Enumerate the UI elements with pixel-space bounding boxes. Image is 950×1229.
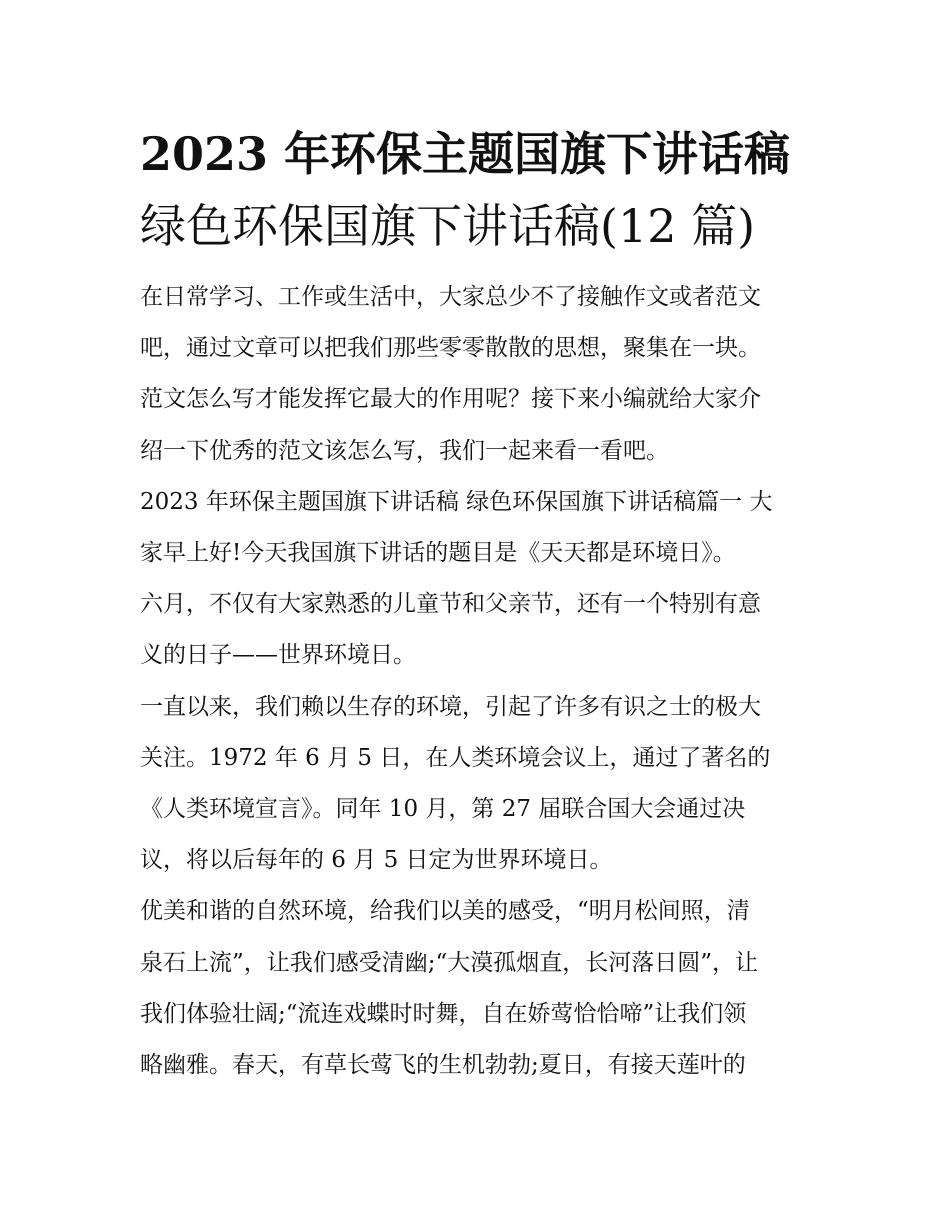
text-line: 在日常学习、工作或生活中，大家总少不了接触作文或者范文	[140, 284, 761, 310]
text-line: 吧，通过文章可以把我们那些零零散散的思想，聚集在一块。	[140, 335, 761, 362]
text-line: 我们体验壮阔;“流连戏蝶时时舞，自在娇莺恰恰啼”让我们领	[140, 1000, 747, 1027]
text-line: 泉石上流”，让我们感受清幽;“大漠孤烟直，长河落日圆”，让	[140, 949, 759, 976]
text-line: 范文怎么写才能发挥它最大的作用呢？接下来小编就给大家介	[140, 386, 761, 413]
text-line: 义的日子——世界环境日。	[140, 642, 416, 669]
document-title	[140, 118, 820, 262]
paragraph-intro	[140, 272, 820, 477]
text-line: 《人类环境宣言》。同年 10 月，第 27 届联合国大会通过决	[140, 796, 746, 823]
title-line: 2023 年环保主题国旗下讲话稿	[140, 127, 791, 181]
title-line: 绿色环保国旗下讲话稿(12 篇)	[140, 199, 756, 253]
text-line: 家早上好!今天我国旗下讲话的题目是《天天都是环境日》。	[140, 540, 736, 567]
text-line: 一直以来，我们赖以生存的环境，引起了许多有识之士的极大	[140, 693, 761, 720]
paragraph-nature	[140, 886, 820, 1091]
text-line: 六月，不仅有大家熟悉的儿童节和父亲节，还有一个特别有意	[140, 591, 761, 618]
paragraph-speech-opening	[140, 477, 820, 682]
text-line: 2023 年环保主题国旗下讲话稿 绿色环保国旗下讲话稿篇一 大	[140, 488, 773, 515]
text-line: 绍一下优秀的范文该怎么写，我们一起来看一看吧。	[140, 437, 669, 464]
text-line: 略幽雅。春天，有草长莺飞的生机勃勃;夏日，有接天莲叶的	[140, 1052, 746, 1079]
text-line: 议，将以后每年的 6 月 5 日定为世界环境日。	[140, 847, 613, 874]
text-line: 关注。1972 年 6 月 5 日，在人类环境会议上，通过了著名的	[140, 744, 771, 771]
text-line: 优美和谐的自然环境，给我们以美的感受，“明月松间照，清	[140, 898, 750, 925]
document-body	[140, 272, 820, 1091]
paragraph-history	[140, 682, 820, 887]
document-page	[140, 118, 820, 1091]
